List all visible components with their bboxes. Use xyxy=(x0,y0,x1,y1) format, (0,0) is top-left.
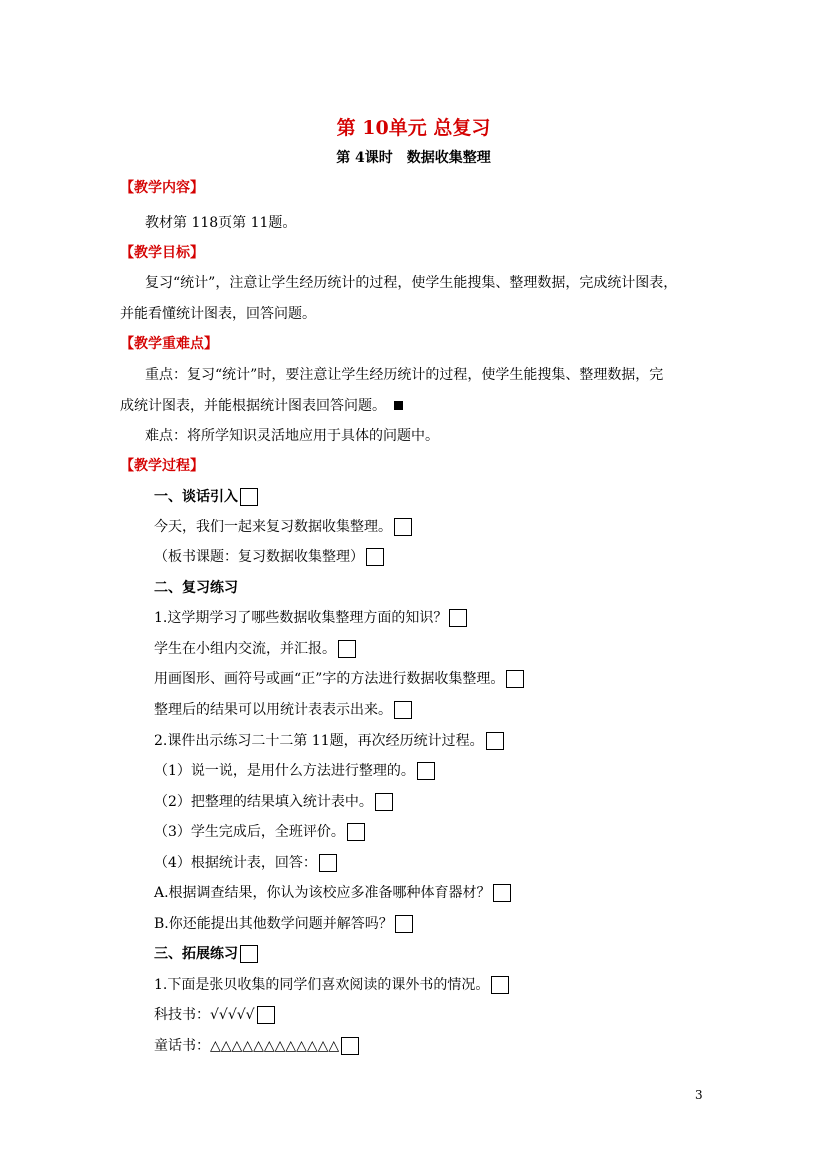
process-line-row xyxy=(154,607,467,627)
goal-line-2: 并能看懂统计图表，回答问题。 xyxy=(120,306,316,322)
goal-line-1: 复习“统计”，注意让学生经历统计的过程，使学生能搜集、整理数据，完成统计图表， xyxy=(145,275,678,291)
black-square-icon xyxy=(394,401,403,410)
checkbox-icon xyxy=(341,1037,359,1055)
checkbox-icon xyxy=(366,548,384,566)
process-line-row xyxy=(154,974,509,994)
difficulty-text: 难点：将所学知识灵活地应用于具体的问题中。 xyxy=(145,428,439,444)
checkbox-icon xyxy=(395,915,413,933)
process-line-row xyxy=(154,668,524,688)
page-title: 第 10单元 总复习 xyxy=(336,117,491,139)
process-line-row xyxy=(154,1004,275,1024)
key-line-2: 成统计图表，并能根据统计图表回答问题。 xyxy=(120,398,386,414)
checkbox-icon xyxy=(394,701,412,719)
process-line-row xyxy=(154,1035,359,1055)
checkbox-icon xyxy=(338,640,356,658)
process-line-row xyxy=(154,882,511,902)
checkbox-icon xyxy=(240,945,258,963)
process-line: A.根据调查结果，你认为该校应多准备哪种体育器材？ xyxy=(154,885,491,901)
section-3-title: 三、拓展练习 xyxy=(154,946,238,962)
process-line: （4）根据统计表，回答： xyxy=(154,855,317,871)
process-line: （1）说一说，是用什么方法进行整理的。 xyxy=(154,763,415,779)
process-line-row xyxy=(154,699,412,719)
process-line: 科技书：√√√√√ xyxy=(154,1007,255,1023)
process-line: B.你还能提出其他数学问题并解答吗？ xyxy=(154,916,393,932)
checkbox-icon xyxy=(394,518,412,536)
key-line-2-row xyxy=(120,395,403,415)
process-line: 今天，我们一起来复习数据收集整理。 xyxy=(154,519,392,535)
heading-process: 【教学过程】 xyxy=(120,458,204,474)
checkbox-icon xyxy=(506,670,524,688)
heading-goal: 【教学目标】 xyxy=(120,245,204,261)
checkbox-icon xyxy=(319,854,337,872)
checkbox-icon xyxy=(491,976,509,994)
checkbox-icon xyxy=(493,884,511,902)
section-1-title: 一、谈话引入 xyxy=(154,489,238,505)
checkbox-icon xyxy=(417,762,435,780)
process-line: 整理后的结果可以用统计表表示出来。 xyxy=(154,702,392,718)
process-line: 学生在小组内交流，并汇报。 xyxy=(154,641,336,657)
process-line: （板书课题：复习数据收集整理） xyxy=(154,549,364,565)
process-line-row xyxy=(154,760,435,780)
process-line-row xyxy=(154,638,356,658)
process-line-row xyxy=(154,913,413,933)
process-line: 用画图形、画符号或画“正”字的方法进行数据收集整理。 xyxy=(154,671,505,687)
checkbox-icon xyxy=(449,609,467,627)
process-line-row xyxy=(154,821,365,841)
checkbox-icon xyxy=(486,732,504,750)
process-line-row xyxy=(154,546,384,566)
section-3-row xyxy=(154,943,258,963)
process-line-row xyxy=(154,852,337,872)
section-1-row xyxy=(154,486,258,506)
lesson-subtitle: 第 4课时 数据收集整理 xyxy=(336,150,491,166)
process-line: 1.下面是张贝收集的同学们喜欢阅读的课外书的情况。 xyxy=(154,977,490,993)
checkbox-icon xyxy=(240,488,258,506)
process-line-row xyxy=(154,730,504,750)
process-line-row xyxy=(154,516,412,536)
heading-key-points: 【教学重难点】 xyxy=(120,336,218,352)
content-text: 教材第 118页第 11题。 xyxy=(145,215,297,231)
checkbox-icon xyxy=(375,793,393,811)
process-line: 2.课件出示练习二十二第 11题，再次经历统计过程。 xyxy=(154,733,484,749)
process-line: （3）学生完成后，全班评价。 xyxy=(154,824,345,840)
checkbox-icon xyxy=(257,1006,275,1024)
section-2-title: 二、复习练习 xyxy=(154,580,238,596)
heading-content: 【教学内容】 xyxy=(120,180,204,196)
page-number: 3 xyxy=(695,1088,703,1102)
process-line: 童话书：△△△△△△△△△△△△ xyxy=(154,1038,340,1054)
key-line-1: 重点：复习“统计”时，要注意让学生经历统计的过程，使学生能搜集、整理数据，完 xyxy=(145,367,664,383)
process-line: （2）把整理的结果填入统计表中。 xyxy=(154,794,373,810)
process-line: 1.这学期学习了哪些数据收集整理方面的知识？ xyxy=(154,610,448,626)
checkbox-icon xyxy=(347,823,365,841)
process-line-row xyxy=(154,791,393,811)
